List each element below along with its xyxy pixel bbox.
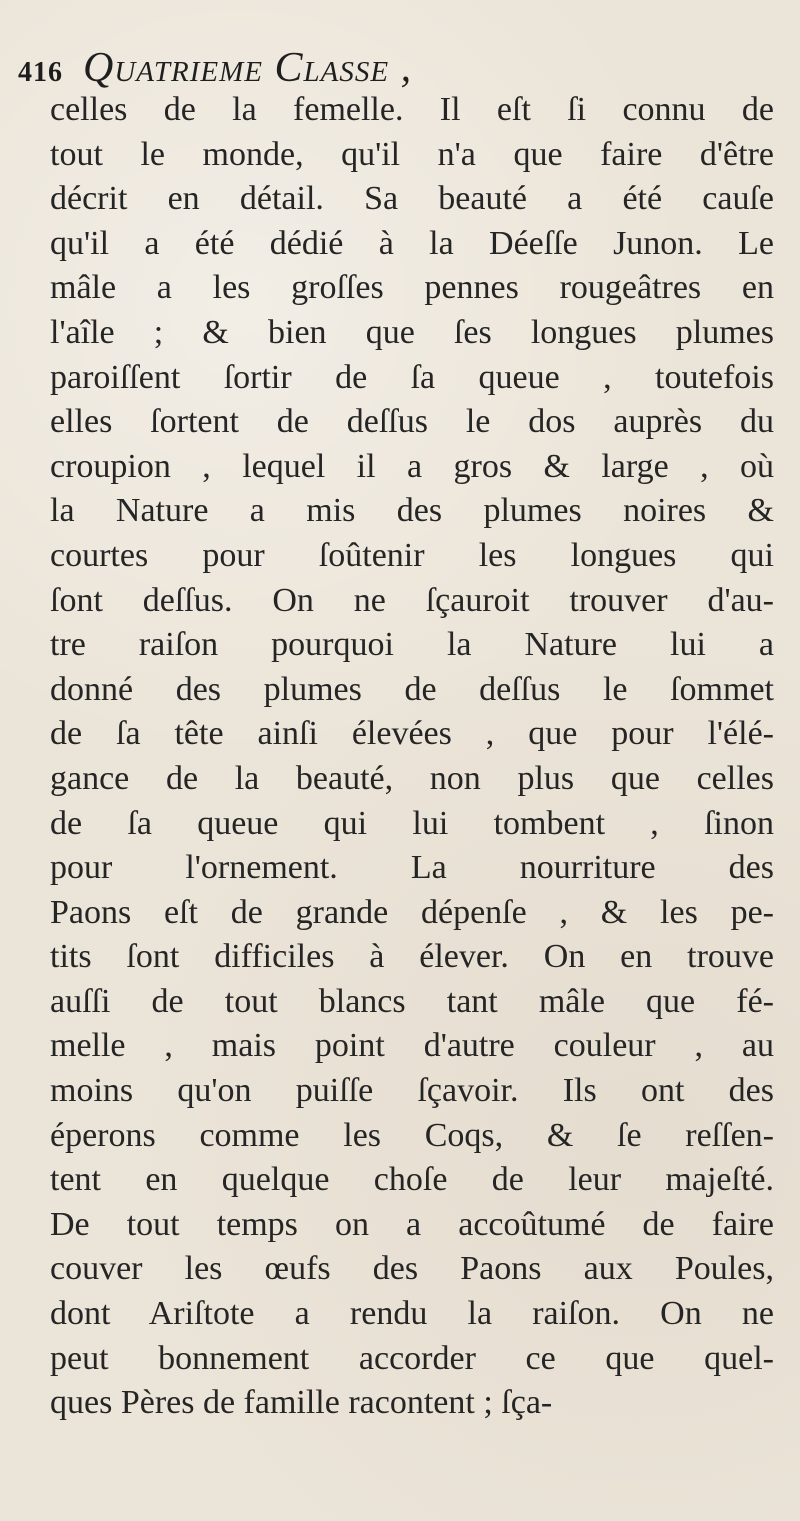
- text-line: tre raiſon pourquoi la Nature lui a: [50, 626, 774, 664]
- text-line: donné des plumes de deſſus le ſommet: [50, 670, 774, 708]
- text-line: tout le monde, qu'il n'a que faire d'être: [50, 135, 774, 173]
- page-number: 416: [18, 57, 63, 88]
- text-line: moins qu'on puiſſe ſçavoir. Ils ont des: [50, 1072, 774, 1110]
- text-line: la Nature a mis des plumes noires &: [50, 492, 774, 530]
- text-line: Paons eſt de grande dépenſe , & les pe-: [50, 893, 774, 931]
- text-line: celles de la femelle. Il eſt ſi connu de: [50, 91, 774, 128]
- body-text: [50, 88, 774, 1426]
- text-line: tent en quelque choſe de leur majeſté.: [50, 1161, 774, 1199]
- text-line: couver les œufs des Paons aux Poules,: [50, 1250, 774, 1288]
- text-line: dont Ariſtote a rendu la raiſon. On ne: [50, 1295, 774, 1333]
- text-line: de ſa tête ainſi élevées , que pour l'élé-: [50, 715, 774, 753]
- text-line: de ſa queue qui lui tombent , ſinon: [50, 804, 774, 842]
- text-line: courtes pour ſoûtenir les longues qui: [50, 536, 774, 574]
- text-line: ſont deſſus. On ne ſçauroit trouver d'au-: [50, 581, 774, 619]
- text-line: mâle a les groſſes pennes rougeâtres en: [50, 269, 774, 307]
- text-line: décrit en détail. Sa beauté a été cauſe: [50, 180, 774, 218]
- text-line: peut bonnement accorder ce que quel-: [50, 1339, 774, 1377]
- text-line: ques Pères de famille racontent ; ſça-: [50, 1384, 553, 1422]
- text-line: elles ſortent de deſſus le dos auprès du: [50, 403, 774, 441]
- text-line: De tout temps on a accoûtumé de faire: [50, 1205, 774, 1243]
- text-line: croupion , lequel il a gros & large , où: [50, 447, 774, 485]
- text-line: melle , mais point d'autre couleur , au: [50, 1027, 774, 1065]
- text-line: auſſi de tout blancs tant mâle que fé-: [50, 982, 774, 1020]
- text-line: gance de la beauté, non plus que celles: [50, 759, 774, 797]
- running-head: Quatrieme Classe ,: [83, 45, 413, 91]
- text-line: éperons comme les Coqs, & ſe reſſen-: [50, 1116, 774, 1154]
- text-line: tits ſont difficiles à élever. On en trouve: [50, 938, 774, 976]
- text-line: qu'il a été dédié à la Déeſſe Junon. Le: [50, 224, 774, 262]
- text-line: l'aîle ; & bien que ſes longues plumes: [50, 313, 774, 351]
- text-line: pour l'ornement. La nourriture des: [50, 849, 774, 887]
- text-line: paroiſſent ſortir de ſa queue , toutefois: [50, 358, 774, 396]
